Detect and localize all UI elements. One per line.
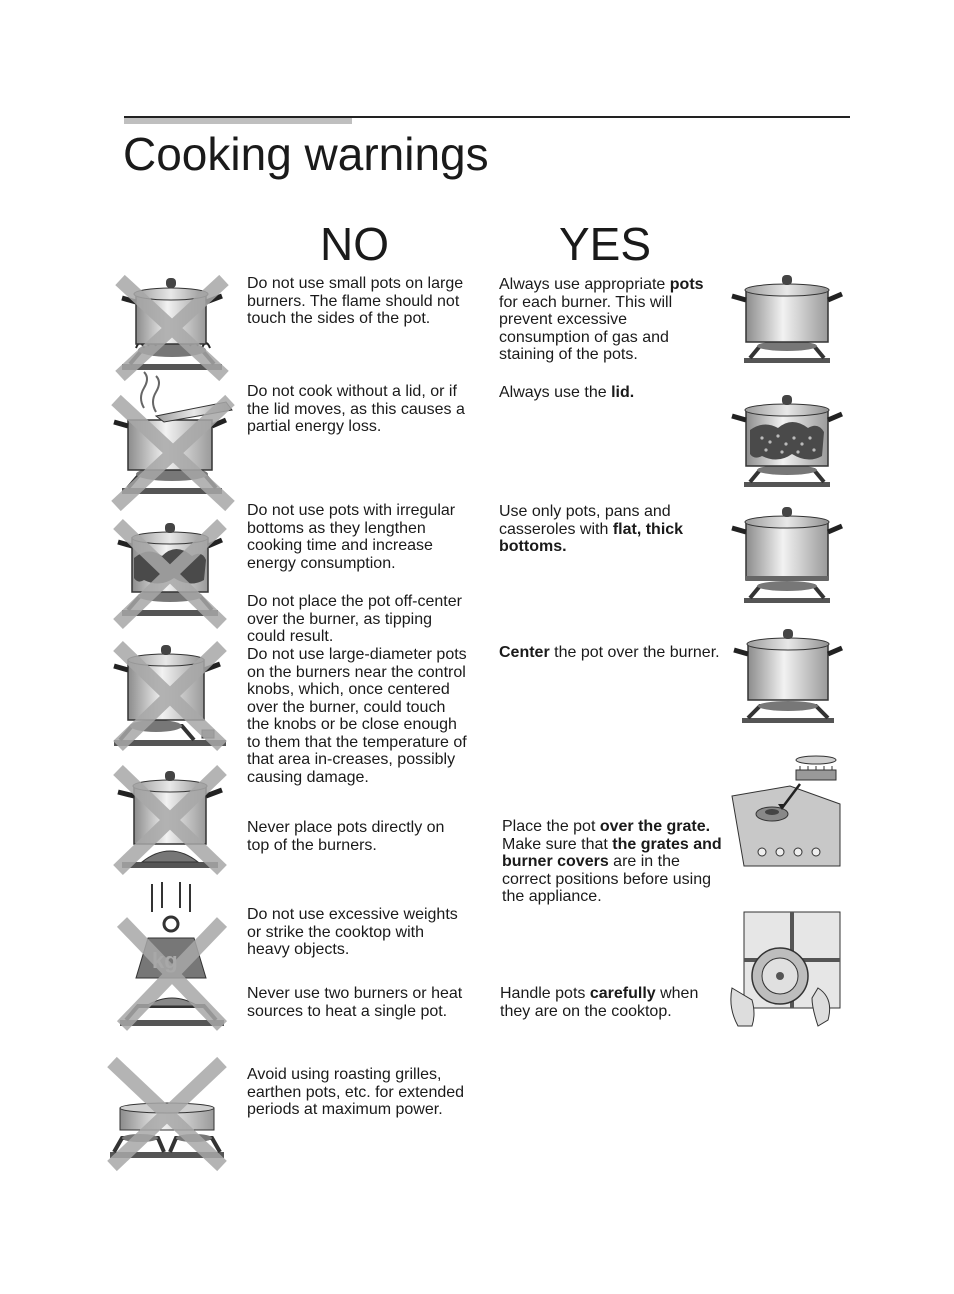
body-text: Use only pots, pans and casseroles with <box>499 503 671 538</box>
no-item-two-burners-text: Never use two burners or heat sources to heat a single pot. <box>247 985 463 1020</box>
no-column-heading: NO <box>320 218 389 270</box>
emphasis-text: carefully <box>589 985 656 1002</box>
body-text: are in the correct positions before using the appliance. <box>502 853 711 905</box>
heavy-weight-crossed-icon <box>116 882 228 1030</box>
pot-on-burner-crossed-icon <box>112 764 228 876</box>
irregular-bottom-pot-crossed-icon <box>112 518 228 630</box>
emphasis-text: Center <box>499 644 550 661</box>
no-item-off-center-text: Do not place the pot off-center over the burner, as tipping could result. <box>247 593 462 645</box>
emphasis-text: the grates and burner covers <box>502 835 722 870</box>
no-item-irregular-bottom-text: Do not use pots with irregular bottoms as they lengthen cooking time and increase energy consumption. <box>247 502 456 572</box>
body-text: when they are on the cooktop. <box>500 985 699 1020</box>
body-text: for each burner. This will prevent excessive consumption of gas and staining of the pots. <box>499 293 673 363</box>
body-text: Always use appropriate <box>499 276 670 293</box>
no-item-near-knobs-text: Do not use large-diameter pots on the burners near the control knobs, which, once centered over the burner, could touch the knobs or be close enough to them that the temperature of that area in-creases, possibly causing damage. <box>247 646 467 786</box>
pot-without-lid-crossed-icon <box>108 378 238 510</box>
body-text: Handle pots <box>500 985 590 1002</box>
yes-item-appropriate-pots-text <box>499 276 721 364</box>
no-item-roasting-grilles-text: Avoid using roasting grilles, earthen pots, etc. for extended periods at maximum power. <box>247 1066 465 1118</box>
page-title: Cooking warnings <box>123 128 489 180</box>
flat-bottom-pot-icon <box>730 506 844 606</box>
handle-carefully-icon <box>726 908 846 1032</box>
roasting-grille-crossed-icon <box>108 1058 226 1170</box>
emphasis-text: pots <box>669 276 704 293</box>
small-pot-large-burner-crossed-icon <box>112 272 232 384</box>
no-item-small-pot-text: Do not use small pots on large burners. The flame should not touch the sides of the pot. <box>247 275 464 327</box>
yes-item-grate-position-text <box>502 818 724 906</box>
appropriate-pot-icon <box>730 272 844 372</box>
emphasis-text: over the grate. <box>599 818 711 835</box>
no-item-direct-burner-text: Never place pots directly on top of the burners. <box>247 819 445 854</box>
yes-item-flat-bottoms-text <box>499 503 721 556</box>
emphasis-text: lid. <box>611 384 635 401</box>
header-rule <box>124 116 850 118</box>
body-text: Place the pot <box>502 818 600 835</box>
body-text: the pot over the burner. <box>549 644 720 661</box>
pot-with-lid-icon <box>730 390 844 494</box>
body-text: Always use the <box>499 384 612 401</box>
emphasis-text: flat, thick bottoms. <box>499 520 684 555</box>
yes-column-heading: YES <box>559 218 652 270</box>
large-pot-near-knobs-crossed-icon <box>112 640 228 752</box>
burner-cover-placement-icon <box>730 752 844 870</box>
body-text: Make sure that <box>502 835 613 853</box>
yes-item-handle-carefully-text <box>500 985 722 1020</box>
yes-item-lid-text <box>499 384 721 402</box>
yes-item-center-pot-text <box>499 644 721 662</box>
centered-pot-icon <box>732 626 844 726</box>
no-item-no-lid-text: Do not cook without a lid, or if the lid moves, as this causes a partial energy loss. <box>247 383 465 435</box>
no-item-heavy-weights-text: Do not use excessive weights or strike the cooktop with heavy objects. <box>247 906 458 958</box>
